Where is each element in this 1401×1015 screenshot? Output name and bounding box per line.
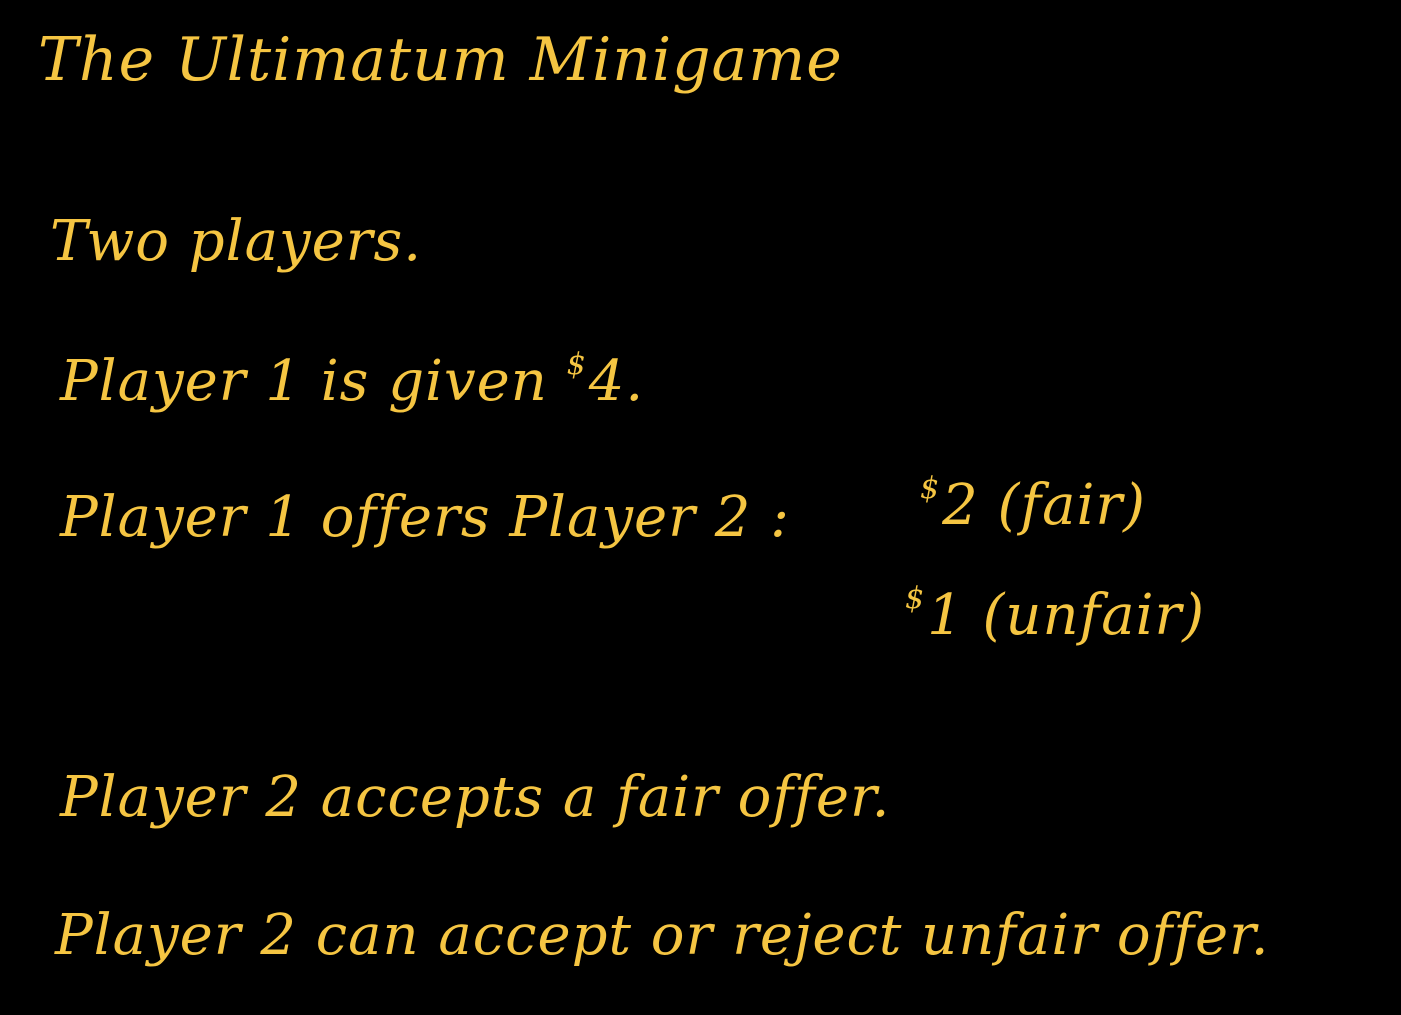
dollar-sign: $	[920, 471, 941, 506]
page-title: The Ultimatum Minigame	[38, 25, 843, 95]
given-text: Player 1 is given	[60, 349, 567, 414]
note-player1-offers: Player 1 offers Player 2 :	[60, 485, 790, 550]
offer-fair-text: 2 (fair)	[942, 473, 1147, 538]
offer-fair	[920, 471, 1147, 538]
given-amount: 4.	[588, 349, 645, 414]
offer-unfair-text: 1 (unfair)	[927, 583, 1206, 648]
dollar-sign: $	[566, 347, 587, 382]
note-accepts-fair: Player 2 accepts a fair offer.	[60, 765, 891, 830]
note-two-players: Two players.	[50, 209, 423, 274]
note-accept-or-reject: Player 2 can accept or reject unfair offer.	[55, 903, 1270, 968]
dollar-sign: $	[905, 581, 926, 616]
offer-unfair	[905, 581, 1206, 648]
note-player1-given	[60, 347, 645, 414]
